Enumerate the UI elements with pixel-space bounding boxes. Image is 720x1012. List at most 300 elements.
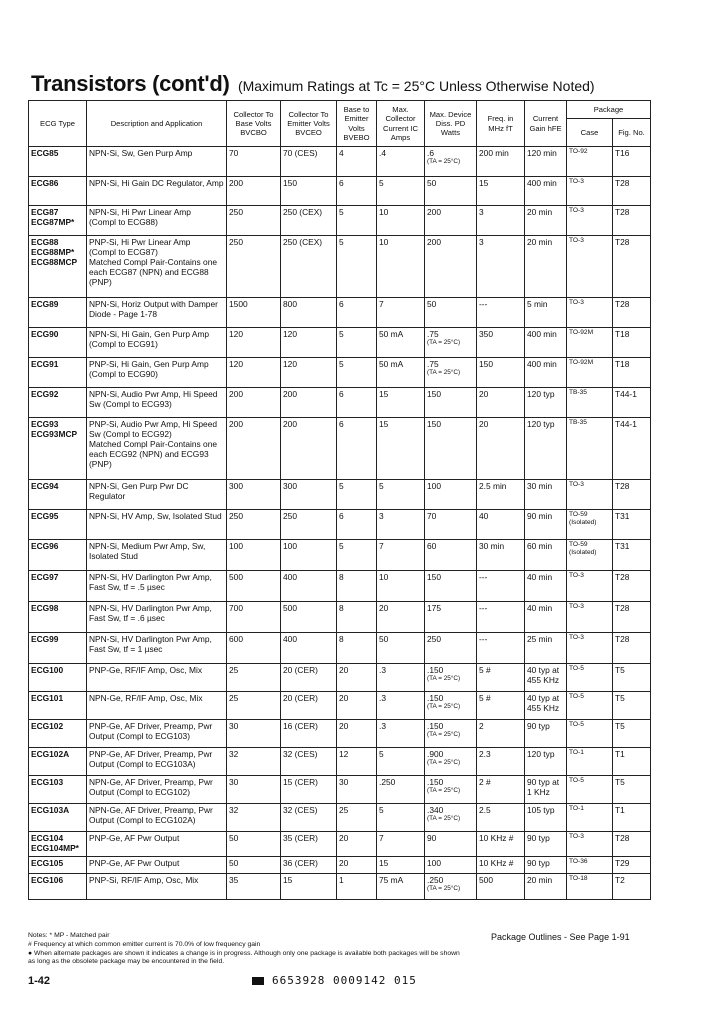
cell-pd (425, 857, 477, 874)
pd-value: .150 (427, 777, 444, 787)
table-row (29, 633, 651, 664)
header-bvceo: Collector To Emitter Volts BVCEO (281, 101, 337, 147)
cell-type (29, 177, 87, 206)
case-value: TO-5 (569, 777, 584, 784)
cell-bvebo (337, 602, 377, 633)
ft-value: --- (479, 603, 488, 613)
desc-value: NPN-Si, HV Darlington Pwr Amp, Fast Sw, tf = .6 µsec (89, 603, 212, 624)
cell-pd (425, 571, 477, 602)
desc-value: PNP-Ge, AF Driver, Preamp, Pwr Output (Compl to ECG103A) (89, 749, 213, 770)
cell-ft (477, 720, 525, 748)
cell-ft (477, 358, 525, 388)
hfe-value: 25 min (527, 634, 553, 644)
bvebo-value: 6 (339, 511, 344, 521)
cell-ic (377, 177, 425, 206)
cell-ic (377, 571, 425, 602)
bvceo-value: 200 (283, 419, 297, 429)
bvcbo-value: 250 (229, 237, 243, 247)
cell-bvebo (337, 388, 377, 418)
desc-value: PNP-Ge, AF Pwr Output (89, 858, 180, 868)
ic-value: .3 (379, 693, 386, 703)
fig-value: T18 (615, 329, 630, 339)
cell-case (567, 692, 613, 720)
cell-hfe (525, 418, 567, 480)
cell-bvcbo (227, 602, 281, 633)
ic-value: 5 (379, 481, 384, 491)
cell-fig (613, 874, 651, 900)
pd-value: .150 (427, 693, 444, 703)
fig-value: T31 (615, 511, 630, 521)
hfe-value: 60 min (527, 541, 553, 551)
type-value: ECG90 (31, 329, 59, 339)
desc-value: NPN-Ge, RF/IF Amp, Osc, Mix (89, 693, 203, 703)
cell-pd (425, 874, 477, 900)
bvcbo-value: 200 (229, 178, 243, 188)
cell-pd (425, 720, 477, 748)
cell-fig (613, 388, 651, 418)
pd-note: (TA = 25°C) (427, 703, 461, 711)
cell-bvceo (281, 328, 337, 358)
hfe-value: 90 typ (527, 721, 550, 731)
cell-bvcbo (227, 510, 281, 540)
cell-bvebo (337, 298, 377, 328)
ic-value: .4 (379, 148, 386, 158)
header-pd: Max. Device Diss. PD Watts (425, 101, 477, 147)
case-value: TO-3 (569, 833, 584, 840)
cell-pd (425, 602, 477, 633)
cell-type (29, 857, 87, 874)
cell-bvceo (281, 571, 337, 602)
fig-value: T1 (615, 749, 625, 759)
cell-bvebo (337, 328, 377, 358)
ft-value: 5 # (479, 693, 491, 703)
cell-ft (477, 298, 525, 328)
desc-value: NPN-Si, Hi Gain, Gen Purp Amp (Compl to ECG91) (89, 329, 210, 350)
cell-pd (425, 206, 477, 236)
cell-bvebo (337, 832, 377, 857)
bvcbo-value: 100 (229, 541, 243, 551)
desc-value: NPN-Si, HV Darlington Pwr Amp, Fast Sw, tf = 1 µsec (89, 634, 212, 655)
bvcbo-value: 70 (229, 148, 239, 158)
bvceo-value: 32 (CES) (283, 805, 318, 815)
cell-pd (425, 358, 477, 388)
cell-bvcbo (227, 874, 281, 900)
cell-ft (477, 328, 525, 358)
cell-bvceo (281, 298, 337, 328)
bvcbo-value: 50 (229, 833, 239, 843)
bvebo-value: 5 (339, 237, 344, 247)
ft-value: 350 (479, 329, 493, 339)
cell-desc (87, 633, 227, 664)
ft-value: 2 (479, 721, 484, 731)
cell-type (29, 720, 87, 748)
cell-bvcbo (227, 664, 281, 692)
ic-value: 7 (379, 299, 384, 309)
hfe-value: 105 typ (527, 805, 555, 815)
cell-bvebo (337, 540, 377, 571)
cell-bvcbo (227, 776, 281, 804)
cell-ft (477, 804, 525, 832)
cell-bvceo (281, 664, 337, 692)
cell-bvebo (337, 720, 377, 748)
case-value: TO-92M (569, 329, 594, 336)
type-value: ECG104 ECG104MP* (31, 833, 79, 854)
cell-pd (425, 776, 477, 804)
hfe-value: 40 min (527, 572, 553, 582)
cell-bvceo (281, 206, 337, 236)
cell-ft (477, 748, 525, 776)
ft-value: 2.5 (479, 805, 491, 815)
pd-note: (TA = 25°C) (427, 731, 461, 739)
type-value: ECG92 (31, 389, 59, 399)
cell-bvceo (281, 633, 337, 664)
cell-ft (477, 206, 525, 236)
table-row (29, 857, 651, 874)
cell-bvcbo (227, 358, 281, 388)
bvceo-value: 20 (CER) (283, 693, 318, 703)
cell-bvcbo (227, 206, 281, 236)
case-value: TO-1 (569, 805, 584, 812)
note-alternate-packages: ● When alternate packages are shown it indicates a change is in progress. Although only one package is available both packages will be shown as long as the obsolete package may be encountered in the field. (28, 949, 460, 966)
pd-value: 90 (427, 833, 437, 843)
ft-value: 20 (479, 389, 489, 399)
cell-ic (377, 857, 425, 874)
case-value: TO-3 (569, 603, 584, 610)
fig-value: T28 (615, 603, 630, 613)
pd-note: (TA = 25°C) (427, 158, 461, 166)
table-row (29, 874, 651, 900)
header-desc: Description and Application (87, 101, 227, 147)
cell-case (567, 480, 613, 510)
pd-note: (TA = 25°C) (427, 885, 461, 893)
case-value: TO-92 (569, 148, 588, 155)
bvcbo-value: 120 (229, 329, 243, 339)
type-value: ECG102 (31, 721, 64, 731)
cell-case (567, 857, 613, 874)
pd-value: 200 (427, 207, 441, 217)
cell-pd (425, 418, 477, 480)
desc-value: PNP-Si, Hi Gain, Gen Purp Amp (Compl to ECG90) (89, 359, 209, 380)
cell-type (29, 748, 87, 776)
type-value: ECG91 (31, 359, 59, 369)
fig-value: T28 (615, 207, 630, 217)
case-value: TO-3 (569, 481, 584, 488)
ic-value: 7 (379, 833, 384, 843)
bvebo-value: 8 (339, 603, 344, 613)
hfe-value: 20 min (527, 237, 553, 247)
bvcbo-value: 1500 (229, 299, 248, 309)
cell-type (29, 418, 87, 480)
case-value: TO-1 (569, 749, 584, 756)
bvceo-value: 15 (283, 875, 293, 885)
fig-value: T44-1 (615, 419, 637, 429)
bvcbo-value: 300 (229, 481, 243, 491)
pd-value: .900 (427, 749, 444, 759)
bvceo-value: 150 (283, 178, 297, 188)
desc-value: NPN-Si, Hi Gain DC Regulator, Amp (89, 178, 224, 188)
bvceo-value: 100 (283, 541, 297, 551)
cell-fig (613, 633, 651, 664)
type-value: ECG103 (31, 777, 64, 787)
cell-desc (87, 510, 227, 540)
cell-desc (87, 720, 227, 748)
cell-ft (477, 480, 525, 510)
cell-fig (613, 147, 651, 177)
cell-type (29, 571, 87, 602)
hfe-value: 30 min (527, 481, 553, 491)
ft-value: 5 # (479, 665, 491, 675)
barcode-block-icon (252, 977, 264, 985)
cell-bvcbo (227, 540, 281, 571)
bvcbo-value: 700 (229, 603, 243, 613)
type-value: ECG96 (31, 541, 59, 551)
case-value: TO-59 (Isolated) (569, 511, 597, 526)
bvceo-value: 20 (CER) (283, 665, 318, 675)
desc-value: NPN-Si, Medium Pwr Amp, Sw, Isolated Stud (89, 541, 206, 562)
case-value: TO-3 (569, 634, 584, 641)
cell-pd (425, 540, 477, 571)
cell-case (567, 874, 613, 900)
cell-desc (87, 857, 227, 874)
cell-ft (477, 571, 525, 602)
cell-type (29, 832, 87, 857)
cell-hfe (525, 602, 567, 633)
cell-desc (87, 480, 227, 510)
cell-case (567, 602, 613, 633)
cell-desc (87, 874, 227, 900)
cell-bvcbo (227, 177, 281, 206)
bvebo-value: 6 (339, 419, 344, 429)
cell-ft (477, 540, 525, 571)
hfe-value: 400 min (527, 359, 557, 369)
table-row (29, 720, 651, 748)
cell-bvebo (337, 358, 377, 388)
ft-value: --- (479, 299, 488, 309)
fig-value: T5 (615, 777, 625, 787)
cell-ic (377, 804, 425, 832)
cell-bvceo (281, 804, 337, 832)
case-value: TO-3 (569, 237, 584, 244)
cell-fig (613, 358, 651, 388)
header-ft: Freq. in MHz fT (477, 101, 525, 147)
cell-desc (87, 358, 227, 388)
cell-type (29, 692, 87, 720)
hfe-value: 40 typ at 455 KHz (527, 665, 560, 686)
table-row (29, 177, 651, 206)
cell-fig (613, 748, 651, 776)
hfe-value: 90 typ (527, 858, 550, 868)
bvebo-value: 20 (339, 721, 349, 731)
transistor-spec-table (28, 100, 651, 900)
cell-desc (87, 388, 227, 418)
header-case: Case (567, 119, 613, 147)
note-frequency: # Frequency at which common emitter current is 70.0% of low frequency gain (28, 940, 261, 948)
hfe-value: 400 min (527, 178, 557, 188)
cell-bvcbo (227, 236, 281, 298)
cell-desc (87, 298, 227, 328)
cell-type (29, 874, 87, 900)
cell-pd (425, 832, 477, 857)
ft-value: 2.5 min (479, 481, 507, 491)
type-value: ECG99 (31, 634, 59, 644)
bvcbo-value: 25 (229, 665, 239, 675)
case-value: TO-59 (Isolated) (569, 541, 597, 556)
cell-pd (425, 236, 477, 298)
page-title (31, 71, 595, 97)
bvceo-value: 250 (CEX) (283, 207, 323, 217)
cell-bvceo (281, 147, 337, 177)
bvebo-value: 8 (339, 572, 344, 582)
cell-type (29, 206, 87, 236)
case-value: TO-5 (569, 721, 584, 728)
fig-value: T18 (615, 359, 630, 369)
bvebo-value: 8 (339, 634, 344, 644)
cell-ic (377, 298, 425, 328)
cell-case (567, 206, 613, 236)
bvcbo-value: 500 (229, 572, 243, 582)
cell-hfe (525, 236, 567, 298)
cell-type (29, 388, 87, 418)
bvceo-value: 400 (283, 634, 297, 644)
barcode-text: 6653928 0009142 015 (272, 974, 417, 987)
fig-value: T28 (615, 178, 630, 188)
fig-value: T44-1 (615, 389, 637, 399)
cell-desc (87, 832, 227, 857)
cell-bvcbo (227, 857, 281, 874)
fig-value: T16 (615, 148, 630, 158)
cell-case (567, 298, 613, 328)
ft-value: --- (479, 572, 488, 582)
cell-ft (477, 236, 525, 298)
bvceo-value: 300 (283, 481, 297, 491)
cell-ft (477, 388, 525, 418)
pd-value: 150 (427, 572, 441, 582)
pd-value: .250 (427, 875, 444, 885)
cell-fig (613, 692, 651, 720)
cell-hfe (525, 720, 567, 748)
cell-bvcbo (227, 832, 281, 857)
cell-hfe (525, 388, 567, 418)
cell-desc (87, 328, 227, 358)
bvebo-value: 5 (339, 207, 344, 217)
type-value: ECG94 (31, 481, 59, 491)
cell-hfe (525, 480, 567, 510)
cell-hfe (525, 358, 567, 388)
desc-value: NPN-Si, Audio Pwr Amp, Hi Speed Sw (Compl to ECG93) (89, 389, 218, 410)
cell-bvcbo (227, 748, 281, 776)
desc-value: NPN-Si, HV Amp, Sw, Isolated Stud (89, 511, 222, 521)
cell-fig (613, 298, 651, 328)
bvcbo-value: 30 (229, 721, 239, 731)
hfe-value: 120 min (527, 148, 557, 158)
cell-hfe (525, 633, 567, 664)
cell-case (567, 358, 613, 388)
table-row (29, 664, 651, 692)
pd-value: 50 (427, 178, 437, 188)
cell-type (29, 510, 87, 540)
desc-value: PNP-Ge, AF Pwr Output (89, 833, 180, 843)
bvceo-value: 250 (283, 511, 297, 521)
cell-bvebo (337, 206, 377, 236)
cell-bvcbo (227, 480, 281, 510)
cell-bvebo (337, 776, 377, 804)
desc-value: NPN-Ge, AF Driver, Preamp, Pwr Output (Compl to ECG102A) (89, 805, 213, 826)
type-value: ECG85 (31, 148, 59, 158)
footnotes (28, 932, 468, 967)
fig-value: T29 (615, 858, 630, 868)
bvebo-value: 6 (339, 299, 344, 309)
cell-bvceo (281, 510, 337, 540)
cell-bvceo (281, 602, 337, 633)
fig-value: T28 (615, 572, 630, 582)
cell-fig (613, 776, 651, 804)
cell-type (29, 147, 87, 177)
cell-bvebo (337, 874, 377, 900)
cell-type (29, 480, 87, 510)
table-row (29, 692, 651, 720)
cell-desc (87, 540, 227, 571)
cell-type (29, 358, 87, 388)
cell-bvceo (281, 874, 337, 900)
pd-value: .340 (427, 805, 444, 815)
cell-desc (87, 748, 227, 776)
cell-ic (377, 748, 425, 776)
fig-value: T28 (615, 481, 630, 491)
hfe-value: 120 typ (527, 389, 555, 399)
ft-value: 10 KHz # (479, 833, 514, 843)
cell-desc (87, 571, 227, 602)
cell-ic (377, 602, 425, 633)
bvebo-value: 12 (339, 749, 349, 759)
cell-hfe (525, 804, 567, 832)
cell-ic (377, 832, 425, 857)
cell-ic (377, 388, 425, 418)
cell-desc (87, 147, 227, 177)
note-matched-pair: Notes: * MP - Matched pair (28, 932, 110, 939)
bvebo-value: 20 (339, 693, 349, 703)
pd-value: 60 (427, 541, 437, 551)
type-value: ECG88 ECG88MP* ECG88MCP (31, 237, 78, 268)
table-row (29, 147, 651, 177)
cell-bvebo (337, 633, 377, 664)
cell-hfe (525, 748, 567, 776)
cell-hfe (525, 510, 567, 540)
cell-pd (425, 328, 477, 358)
cell-ic (377, 692, 425, 720)
cell-pd (425, 664, 477, 692)
cell-pd (425, 298, 477, 328)
cell-fig (613, 328, 651, 358)
desc-value: NPN-Si, Horiz Output with Damper Diode - Page 1-78 (89, 299, 218, 320)
cell-desc (87, 804, 227, 832)
pd-value: .75 (427, 329, 439, 339)
bvebo-value: 5 (339, 481, 344, 491)
ft-value: 15 (479, 178, 489, 188)
cell-ft (477, 602, 525, 633)
cell-fig (613, 540, 651, 571)
header-fig: Fig. No. (613, 119, 651, 147)
cell-bvceo (281, 720, 337, 748)
cell-pd (425, 177, 477, 206)
ft-value: 10 KHz # (479, 858, 514, 868)
cell-hfe (525, 664, 567, 692)
cell-ic (377, 236, 425, 298)
cell-hfe (525, 147, 567, 177)
cell-fig (613, 418, 651, 480)
header-hfe: Current Gain hFE (525, 101, 567, 147)
cell-bvebo (337, 418, 377, 480)
header-package: Package (567, 101, 651, 119)
